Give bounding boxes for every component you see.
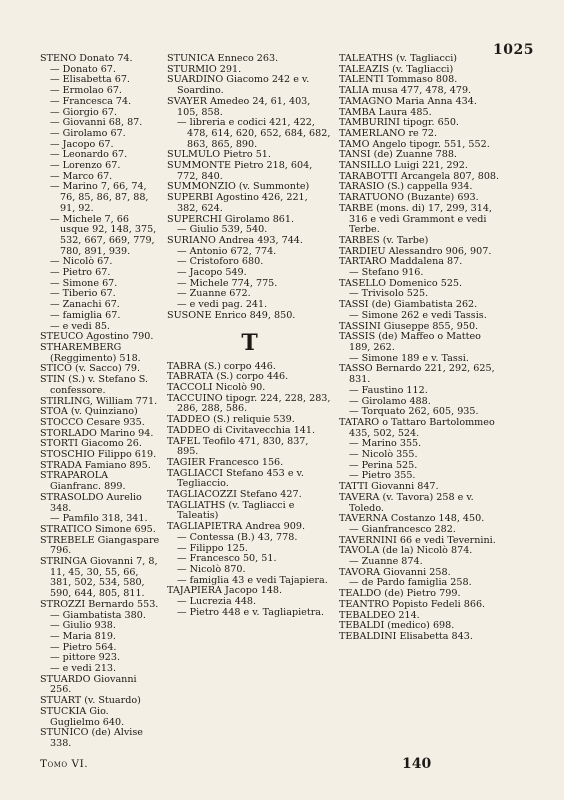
index-entry: TARBE (mons. di) 17, 299, 314, 316 e vedi Grammont e vedi Terbe. bbox=[339, 202, 493, 236]
index-subentry: — Giulio 938. bbox=[50, 620, 116, 632]
index-entry: STREBELE Giangaspare 796. bbox=[40, 534, 160, 557]
index-entry: TASSIS (de) Maffeo o Matteo 189, 262. bbox=[339, 331, 481, 353]
index-subentry: — Zuanne 672. bbox=[177, 288, 251, 300]
index-entry: SUMMONZIO (v. Summonte) bbox=[167, 181, 310, 193]
index-entry: STRASOLDO Aurelio 348. bbox=[40, 491, 142, 514]
index-entry: STENO Donato 74. bbox=[40, 54, 133, 64]
index-entry: STEUCO Agostino 790. bbox=[40, 331, 154, 343]
index-subentry: — Marco 67. bbox=[50, 170, 113, 182]
index-entry: STIRLING, William 771. bbox=[40, 395, 158, 407]
index-subentry: — Pietro 448 e v. Tagliapietra. bbox=[177, 606, 325, 618]
index-subentry: — Leonardo 67. bbox=[50, 149, 128, 161]
index-entry: TASSI (de) Giambatista 262. bbox=[339, 299, 478, 311]
index-entry: TATTI Giovanni 847. bbox=[339, 481, 439, 493]
index-entry: TADDEO (S.) reliquie 539. bbox=[167, 414, 295, 426]
index-entry: SULMULO Pietro 51. bbox=[167, 149, 271, 161]
index-entry: TEBALDINI Elisabetta 843. bbox=[339, 630, 473, 642]
index-subentry: — Pamfilo 318, 341. bbox=[50, 513, 148, 525]
index-entry: TARDIEU Alessandro 906, 907. bbox=[339, 245, 492, 257]
index-entry: STUART (v. Stuardo) bbox=[40, 695, 141, 707]
index-entry: TAVERA (v. Tavora) 258 e v. Toledo. bbox=[339, 491, 474, 514]
index-entry: STRINGA Giovanni 7, 8, 11, 45, 30, 55, 66, 381, 502, 534, 580, 590, 644, 805, 811. bbox=[40, 556, 158, 600]
index-subentry: — Marino 7, 66, 74, 76, 85, 86, 87, 88, 91, 92. bbox=[50, 181, 149, 214]
signature-number: 140 bbox=[402, 756, 432, 772]
index-subentry: — Francesco 50, 51. bbox=[177, 553, 277, 565]
index-entry: TATARO o Tattaro Bartolommeo 435, 502, 524. bbox=[339, 416, 495, 439]
index-entry: SUPERBI Agostino 426, 221, 382, 624. bbox=[167, 192, 308, 214]
index-entry: STOCCO Cesare 935. bbox=[40, 416, 145, 428]
index-entry: STOA (v. Quinziano) bbox=[40, 406, 138, 418]
index-subentry: — libreria e codici 421, 422, 478, 614, 620, 652, 684, 682, 863, 865, 890. bbox=[177, 117, 331, 150]
page-number: 1025 bbox=[493, 42, 534, 58]
index-subentry: — Giulio 539, 540. bbox=[177, 224, 268, 236]
index-subentry: — Trivisolo 525. bbox=[349, 288, 429, 300]
index-entry: TAVERNINI 66 e vedi Tevernini. bbox=[339, 534, 496, 546]
index-subentry: — Michele 7, 66 usque 92, 148, 375, 532, 667, 669, 779, 780, 891, 939. bbox=[50, 213, 157, 257]
index-entry: STUNICO (de) Alvise 338. bbox=[40, 727, 143, 749]
index-entry: TEALDO (de) Pietro 799. bbox=[339, 588, 461, 600]
index-subentry: — Simone 262 e vedi Tassis. bbox=[349, 309, 487, 321]
index-entry: TARTARO Maddalena 87. bbox=[339, 256, 463, 268]
index-entry: TABRA (S.) corpo 446. bbox=[167, 360, 276, 372]
index-entry: TARABOTTI Arcangela 807, 808. bbox=[339, 170, 500, 182]
index-subentry: — Pietro 355. bbox=[349, 470, 416, 482]
index-entry: TACCUINO tipogr. 224, 228, 283, 286, 288, 586. bbox=[167, 392, 331, 415]
index-entry: STRAPAROLA Gianfranc. 899. bbox=[40, 470, 126, 493]
index-entry: TARASIO (S.) cappella 934. bbox=[339, 181, 473, 193]
index-entry: STROZZI Bernardo 553. bbox=[40, 598, 159, 610]
index-entry: TALEATHS (v. Tagliacci) bbox=[339, 54, 458, 64]
index-entry: TAMERLANO re 72. bbox=[339, 127, 438, 139]
index-entry: TAMBA Laura 485. bbox=[339, 106, 432, 118]
index-subentry: — Simone 67. bbox=[50, 277, 118, 289]
index-entry: SUPERCHI Girolamo 861. bbox=[167, 213, 295, 225]
index-entry: STIN (S.) v. Stefano S. confessore. bbox=[40, 374, 149, 396]
index-subentry: — Contessa (B.) 43, 778. bbox=[177, 531, 298, 543]
index-subentry: — Marino 355. bbox=[349, 438, 422, 450]
index-entry: TEANTRO Popisto Fedeli 866. bbox=[339, 598, 486, 610]
index-entry: STUNICA Enneco 263. bbox=[167, 54, 279, 64]
index-entry: SUMMONTE Pietro 218, 604, 772, 840. bbox=[167, 160, 313, 182]
index-subentry: — Antonio 672, 774. bbox=[177, 245, 277, 257]
index-subentry: — Nicolò 870. bbox=[177, 563, 246, 575]
index-entry: TEBALDI (medico) 698. bbox=[339, 620, 455, 632]
index-subentry: — Jacopo 67. bbox=[50, 138, 114, 150]
index-subentry: — Stefano 916. bbox=[349, 267, 424, 279]
index-entry: TALEAZIS (v. Tagliacci) bbox=[339, 63, 454, 75]
index-subentry: — Pietro 564. bbox=[50, 641, 117, 653]
index-subentry: — Filippo 125. bbox=[177, 542, 248, 554]
index-subentry: — Simone 189 e v. Tassi. bbox=[349, 352, 469, 364]
index-subentry: — e vedi pag. 241. bbox=[177, 299, 268, 311]
index-column-3 bbox=[339, 54, 504, 754]
index-entry: TAGIER Francesco 156. bbox=[167, 456, 284, 468]
index-entry: STHAREMBERG (Reggimento) 518. bbox=[40, 341, 141, 364]
index-entry: STRATICO Simone 695. bbox=[40, 523, 156, 535]
index-subentry: — Maria 819. bbox=[50, 630, 116, 642]
index-column-1 bbox=[40, 54, 160, 754]
index-entry: TAMBURINI tipogr. 650. bbox=[339, 117, 459, 129]
index-subentry: — famiglia 43 e vedi Tajapiera. bbox=[177, 574, 328, 586]
index-entry: STUCKIA Gio. Guglielmo 640. bbox=[40, 705, 125, 728]
index-entry: SUSONE Enrico 849, 850. bbox=[167, 309, 296, 321]
index-entry: STICO (v. Sacco) 79. bbox=[40, 363, 141, 375]
index-subentry: — Pietro 67. bbox=[50, 267, 111, 279]
index-entry: TAGLIACOZZI Stefano 427. bbox=[167, 489, 302, 501]
index-subentry: — Nicolò 67. bbox=[50, 256, 113, 268]
index-columns bbox=[40, 54, 530, 754]
index-entry: TASSO Bernardo 221, 292, 625, 831. bbox=[339, 363, 495, 386]
index-entry: TARATUONO (Buzante) 693. bbox=[339, 192, 479, 204]
index-entry: TAMO Angelo tipogr. 551, 552. bbox=[339, 138, 490, 150]
index-subentry: — Giorgio 67. bbox=[50, 106, 118, 118]
index-entry: TANSI (de) Zuanne 788. bbox=[339, 149, 457, 161]
index-entry: SVAYER Amedeo 24, 61, 403, 105, 858. bbox=[167, 95, 311, 118]
index-subentry: — famiglia 67. bbox=[50, 309, 121, 321]
index-entry: TASELLO Domenico 525. bbox=[339, 277, 463, 289]
index-subentry: — e vedi 213. bbox=[50, 663, 117, 675]
index-entry: TAVORA Giovanni 258. bbox=[339, 566, 451, 578]
index-entry: TAVERNA Costanzo 148, 450. bbox=[339, 513, 485, 525]
index-subentry: — Girolamo 488. bbox=[349, 395, 431, 407]
index-entry: TARBES (v. Tarbe) bbox=[339, 234, 429, 246]
index-entry: TACCOLI Nicolò 90. bbox=[167, 381, 266, 393]
index-entry: TALIA musa 477, 478, 479. bbox=[339, 85, 472, 97]
index-subentry: — Torquato 262, 605, 935. bbox=[349, 406, 479, 418]
index-entry: STORLADO Marino 94. bbox=[40, 427, 154, 439]
index-subentry: — Zuanne 874. bbox=[349, 556, 423, 568]
index-subentry: — Zanachi 67. bbox=[50, 299, 120, 311]
index-entry: SUARDINO Giacomo 242 e v. Soardino. bbox=[167, 74, 310, 97]
section-letter-heading: T bbox=[241, 329, 258, 356]
index-entry: SURIANO Andrea 493, 744. bbox=[167, 234, 303, 246]
index-entry: TAGLIAPIETRA Andrea 909. bbox=[167, 521, 306, 533]
index-entry: TEBALDEO 214. bbox=[339, 609, 420, 621]
index-entry: STORTI Giacomo 26. bbox=[40, 438, 142, 450]
index-entry: STRADA Famiano 895. bbox=[40, 459, 151, 471]
index-subentry: — Girolamo 67. bbox=[50, 127, 126, 139]
index-subentry: — Cristoforo 680. bbox=[177, 256, 264, 268]
index-entry: TABRATA (S.) corpo 446. bbox=[167, 371, 289, 383]
index-subentry: — e vedi 85. bbox=[50, 320, 110, 332]
index-entry: TAVOLA (de la) Nicolò 874. bbox=[339, 545, 473, 557]
index-subentry: — Nicolò 355. bbox=[349, 449, 418, 461]
index-column-2 bbox=[167, 54, 332, 754]
index-subentry: — Donato 67. bbox=[50, 63, 116, 75]
index-entry: TAMAGNO Maria Anna 434. bbox=[339, 95, 477, 107]
index-subentry: — Giambatista 380. bbox=[50, 609, 146, 621]
index-entry: STURMIO 291. bbox=[167, 63, 242, 75]
index-subentry: — Tiberio 67. bbox=[50, 288, 116, 300]
index-subentry: — pittore 923. bbox=[50, 652, 121, 664]
index-subentry: — Francesca 74. bbox=[50, 95, 132, 107]
index-entry: STOSCHIO Filippo 619. bbox=[40, 449, 157, 461]
index-subentry: — Gianfrancesco 282. bbox=[349, 523, 456, 535]
index-subentry: — Michele 774, 775. bbox=[177, 277, 278, 289]
index-entry: TAJAPIERA Jacopo 148. bbox=[167, 585, 283, 597]
index-subentry: — Lorenzo 67. bbox=[50, 160, 121, 172]
index-entry: TALENTI Tommaso 808. bbox=[339, 74, 458, 86]
index-subentry: — Giovanni 68, 87. bbox=[50, 117, 143, 129]
index-entry: TAGLIACCI Stefano 453 e v. Tegliaccio. bbox=[167, 467, 304, 490]
index-subentry: — Ermolao 67. bbox=[50, 85, 122, 97]
index-entry: TAGLIATHS (v. Tagliacci e Taleatis) bbox=[167, 499, 295, 522]
index-entry: TADDEO di Civitavecchia 141. bbox=[167, 424, 316, 436]
index-subentry: — de Pardo famiglia 258. bbox=[349, 577, 472, 589]
index-subentry: — Faustino 112. bbox=[349, 384, 428, 396]
index-subentry: — Perina 525. bbox=[349, 459, 418, 471]
index-entry: STUARDO Giovanni 256. bbox=[40, 673, 137, 696]
index-entry: TASSINI Giuseppe 855, 950. bbox=[339, 320, 479, 332]
index-entry: TAFEL Teofilo 471, 830, 837, 895. bbox=[167, 435, 309, 458]
index-subentry: — Elisabetta 67. bbox=[50, 74, 130, 86]
index-subentry: — Jacopo 549. bbox=[177, 267, 247, 279]
index-entry: TANSILLO Luigi 221, 292. bbox=[339, 160, 468, 172]
volume-label: Tomo VI. bbox=[40, 758, 89, 770]
index-subentry: — Lucrezia 448. bbox=[177, 596, 257, 608]
